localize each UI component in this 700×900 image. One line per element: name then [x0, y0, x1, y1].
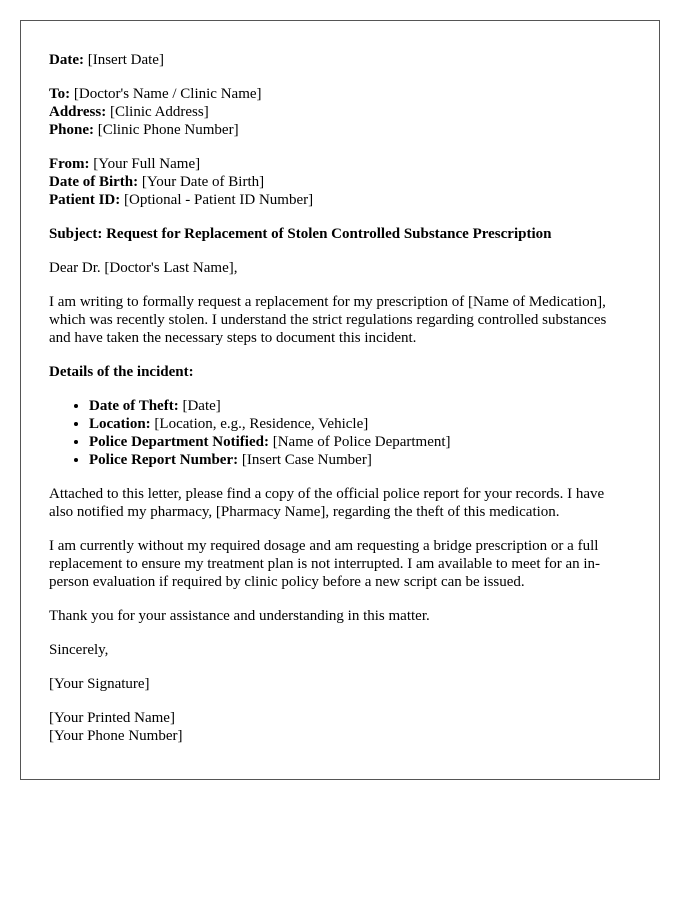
details-list — [49, 397, 631, 469]
date-value: [Insert Date] — [87, 52, 164, 68]
detail-label: Police Report Number: — [89, 452, 239, 468]
letter-page — [20, 20, 660, 780]
closing: Sincerely, — [49, 642, 109, 658]
list-item — [89, 451, 631, 469]
detail-label: Location: — [89, 416, 151, 432]
to-label: To: — [49, 86, 71, 102]
date-line — [49, 51, 631, 69]
patient-id-value: [Optional - Patient ID Number] — [124, 192, 314, 208]
list-item — [89, 397, 631, 415]
detail-value: [Date] — [182, 398, 221, 414]
salutation: Dear Dr. [Doctor's Last Name], — [49, 260, 238, 276]
detail-value: [Name of Police Department] — [272, 434, 451, 450]
subject-line: Subject: Request for Replacement of Stolen Controlled Substance Prescription — [49, 226, 552, 242]
list-item — [89, 433, 631, 451]
paragraph-1: I am writing to formally request a replacement for my prescription of [Name of Medication], which was recently stolen. I understand the strict regulations regarding controlled substances and have taken the necessary steps to document this incident. — [49, 294, 607, 346]
list-item — [89, 415, 631, 433]
address-value: [Clinic Address] — [109, 104, 209, 120]
detail-value: [Location, e.g., Residence, Vehicle] — [154, 416, 369, 432]
paragraph-4: Thank you for your assistance and understanding in this matter. — [49, 608, 430, 624]
phone-label: Phone: — [49, 122, 94, 138]
printed-name: [Your Printed Name] — [49, 710, 175, 726]
date-label: Date: — [49, 52, 84, 68]
details-heading: Details of the incident: — [49, 364, 194, 380]
paragraph-3: I am currently without my required dosage and am requesting a bridge prescription or a full replacement to ensure my treatment plan is not interrupted. I am available to meet for an in-person evaluation if required by clinic policy before a new script can be issued. — [49, 538, 601, 590]
sender-block — [49, 155, 631, 209]
dob-label: Date of Birth: — [49, 174, 139, 190]
patient-id-label: Patient ID: — [49, 192, 121, 208]
recipient-block — [49, 85, 631, 139]
detail-value: [Insert Case Number] — [241, 452, 372, 468]
detail-label: Date of Theft: — [89, 398, 179, 414]
paragraph-2: Attached to this letter, please find a copy of the official police report for your records. I have also notified my pharmacy, [Pharmacy Name], regarding the theft of this medication. — [49, 486, 605, 520]
address-label: Address: — [49, 104, 107, 120]
signature-placeholder: [Your Signature] — [49, 676, 150, 692]
sender-footer — [49, 709, 631, 745]
phone-number: [Your Phone Number] — [49, 728, 183, 744]
detail-label: Police Department Notified: — [89, 434, 269, 450]
from-value: [Your Full Name] — [93, 156, 201, 172]
to-value: [Doctor's Name / Clinic Name] — [73, 86, 262, 102]
from-label: From: — [49, 156, 90, 172]
dob-value: [Your Date of Birth] — [141, 174, 265, 190]
phone-value: [Clinic Phone Number] — [97, 122, 239, 138]
